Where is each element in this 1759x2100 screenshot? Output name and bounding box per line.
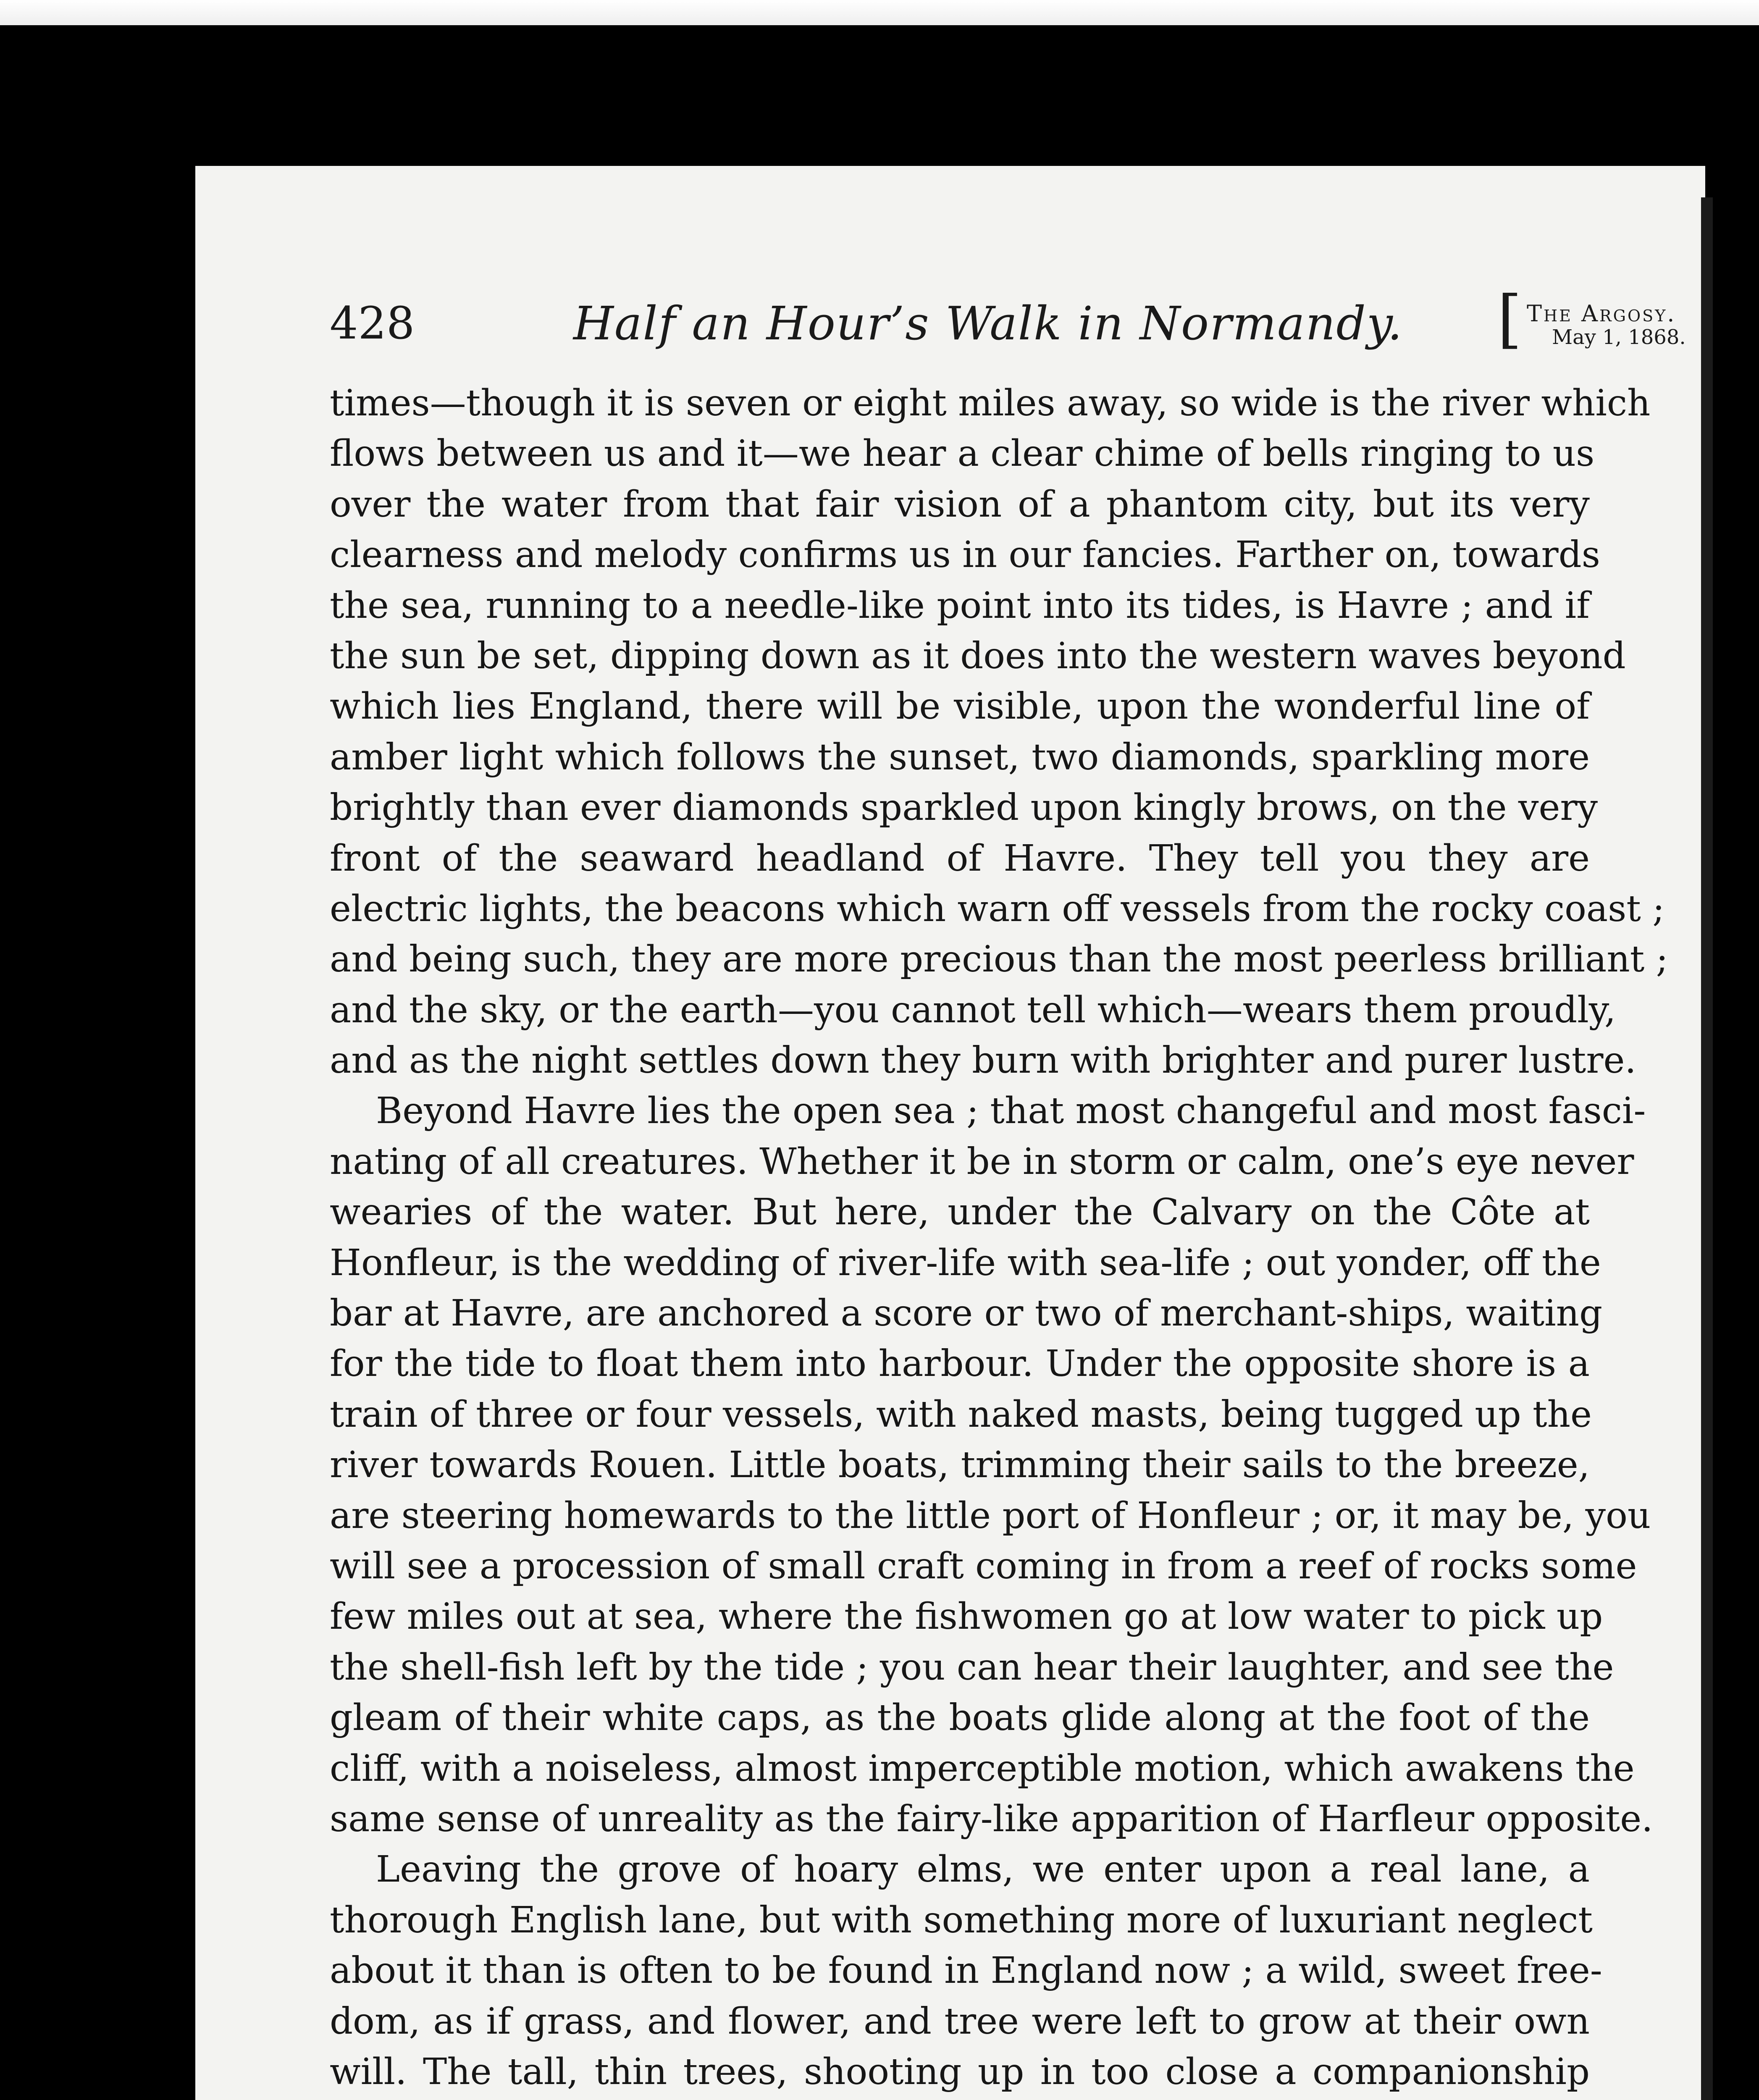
text-line: amber light which follows the sunset, two diamonds, sparkling more (330, 736, 1590, 778)
source-bracket: [ (1497, 283, 1522, 356)
text-line: train of three or four vessels, with naked masts, being tugged up the (330, 1393, 1592, 1436)
text-line: and the sky, or the earth—you cannot tell which—wears them proudly, (330, 989, 1616, 1031)
text-line: the shell-fish left by the tide ; you can hear their laughter, and see the (330, 1646, 1614, 1688)
text-line: will see a procession of small craft coming in from a reef of rocks some (330, 1545, 1637, 1587)
text-line: wearies of the water. But here, under the Calvary on the Côte at (330, 1191, 1590, 1234)
text-line: electric lights, the beacons which warn off vessels from the rocky coast ; (330, 887, 1665, 930)
text-line: gleam of their white caps, as the boats glide along at the foot of the (330, 1697, 1590, 1739)
text-line: few miles out at sea, where the fishwomen go at low water to pick up (330, 1596, 1603, 1638)
text-line: which lies England, there will be visible, upon the wonderful line of (330, 685, 1590, 728)
text-line: Beyond Havre lies the open sea ; that most changeful and most fasci- (376, 1090, 1646, 1132)
text-line: cliff, with a noiseless, almost imperceptible motion, which awakens the (330, 1747, 1635, 1790)
source-note (1497, 283, 1707, 356)
text-line: front of the seaward headland of Havre. They tell you they are (330, 837, 1590, 879)
body-text (330, 378, 1668, 2100)
source-date: May 1, 1868. (1552, 326, 1686, 349)
text-line: and as the night settles down they burn with brighter and purer lustre. (330, 1040, 1636, 1082)
running-title: Half an Hour’s Walk in Normandy. (573, 297, 1403, 350)
source-name: The Argosy. (1527, 300, 1676, 327)
text-line: clearness and melody confirms us in our fancies. Farther on, towards (330, 534, 1600, 576)
text-line: Leaving the grove of hoary elms, we enter upon a real lane, a (376, 1848, 1590, 1891)
text-line: bar at Havre, are anchored a score or two of merchant-ships, waiting (330, 1292, 1603, 1335)
text-line: river towards Rouen. Little boats, trimming their sails to the breeze, (330, 1444, 1590, 1486)
text-line: dom, as if grass, and flower, and tree were left to grow at their own (330, 2000, 1590, 2042)
running-head (330, 283, 1724, 356)
text-line: Honfleur, is the wedding of river-life with sea-life ; out yonder, off the (330, 1242, 1601, 1284)
text-line: flows between us and it—we hear a clear chime of bells ringing to us (330, 433, 1595, 475)
text-line (330, 2097, 1590, 2100)
top-margin-strip (0, 0, 1759, 25)
text-line: nating of all creatures. Whether it be in storm or calm, one’s eye never (330, 1140, 1634, 1183)
text-line: same sense of unreality as the fairy-like apparition of Harfleur opposite. (330, 1798, 1653, 1840)
page-edge (1701, 197, 1713, 2100)
text-line: about it than is often to be found in England now ; a wild, sweet free- (330, 1950, 1602, 1992)
text-line: will. The tall, thin trees, shooting up in too close a companionship (330, 2050, 1590, 2093)
text-line: thorough English lane, but with something more of luxuriant neglect (330, 1899, 1593, 1941)
book-page (195, 166, 1705, 2100)
text-line: the sea, running to a needle-like point into its tides, is Havre ; and if (330, 584, 1590, 627)
page-number: 428 (330, 297, 415, 349)
text-line: brightly than ever diamonds sparkled upon kingly brows, on the very (330, 787, 1598, 829)
text-line: and being such, they are more precious than the most peerless brilliant ; (330, 938, 1668, 981)
text-line: times—though it is seven or eight miles away, so wide is the river which (330, 382, 1651, 424)
text-line: the sun be set, dipping down as it does into the western waves beyond (330, 635, 1626, 677)
text-line: are steering homewards to the little port of Honfleur ; or, it may be, you (330, 1494, 1651, 1537)
text-line: over the water from that fair vision of a phantom city, but its very (330, 483, 1590, 525)
text-line: for the tide to float them into harbour. Under the opposite shore is a (330, 1343, 1590, 1385)
